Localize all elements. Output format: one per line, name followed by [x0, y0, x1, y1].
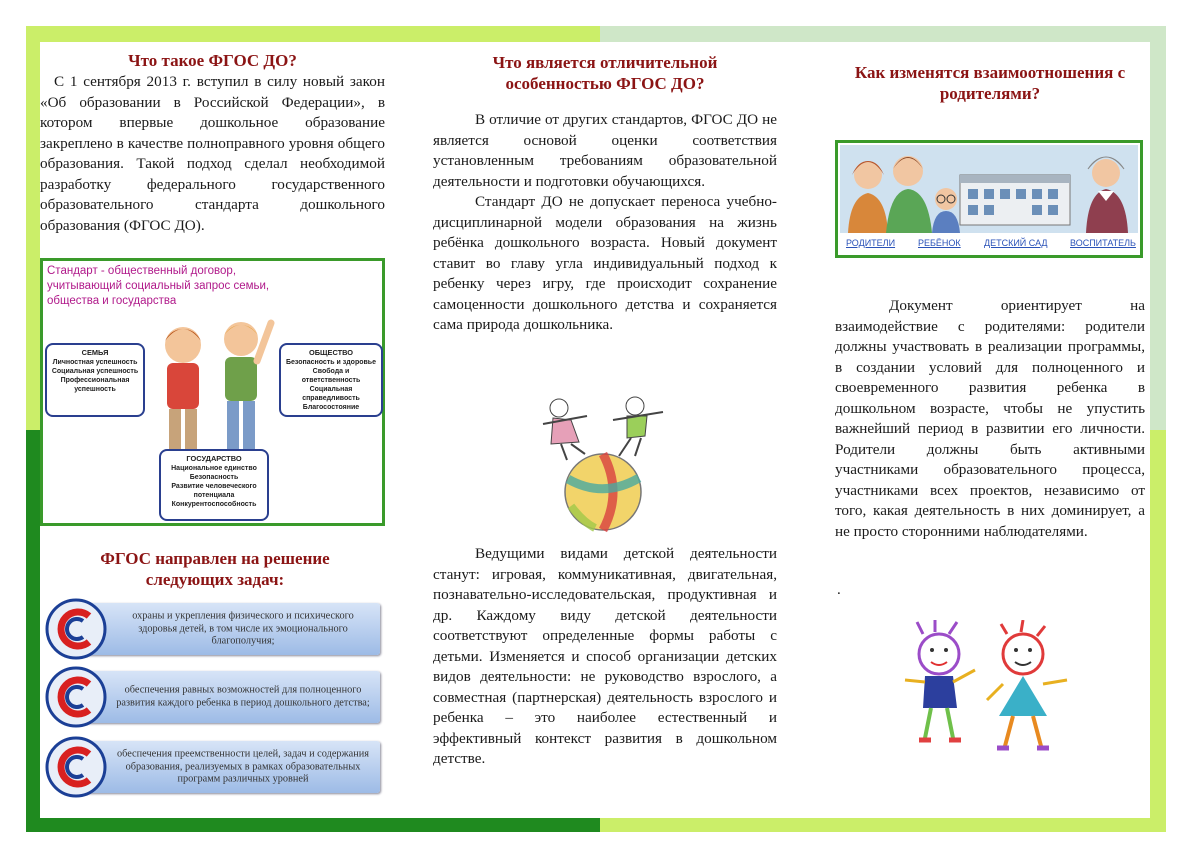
task-item [40, 736, 380, 798]
fgos-logo-icon [45, 598, 107, 660]
col2-paragraph-1: В отличие от других стандартов, ФГОС ДО не является основой оценки соответствия установленным требованиям образовательной деятельности и подготовки обучающихся. [433, 111, 777, 190]
state-item: Безопасность [189, 474, 239, 481]
col3-paragraph: Документ ориентирует на взаимодействие с родителями: родители должны участвовать в реализации программы, в создании условий для полноценного и своевременного развития ребенка в дошкольном возрасте, чтобы не упустить важнейший период в развитии его личности. Родители должны быть активными участниками образовательного процесса, участниками всех проектов, независимо от того, какая деятельность в них доминирует, а не просто сторонними наблюдателями. [835, 297, 1145, 540]
frame-right-lower [1150, 430, 1166, 832]
state-item: Конкурентоспособность [171, 501, 257, 508]
caption-kindergarten: ДЕТСКИЙ САД [984, 238, 1048, 248]
frame-left-lower [26, 430, 40, 832]
frame-bottom-right [600, 818, 1166, 832]
task-item [40, 598, 380, 660]
task-text: охраны и укрепления физического и психического здоровья детей, в том числе их эмоционального благополучия; [132, 610, 354, 647]
family-item: Социальная успешность [51, 368, 139, 375]
frame-top-right [600, 26, 1166, 42]
society-item: Благосостояние [302, 404, 360, 411]
society-item: Безопасность и здоровье [286, 359, 376, 366]
society-title: ОБЩЕСТВО [308, 348, 354, 357]
state-item: Развитие человеческого потенциала [171, 483, 257, 499]
caption-teacher: ВОСПИТАТЕЛЬ [1070, 238, 1136, 248]
family-title: СЕМЬЯ [81, 348, 109, 357]
tasks-heading: ФГОС направлен на решение следующих задач: [100, 549, 330, 589]
family-item: Личностная успешность [52, 359, 138, 366]
task-item [40, 666, 380, 728]
frame-top-left [26, 26, 600, 42]
society-item: Социальная справедливость [302, 386, 360, 402]
playing-children-drawing [895, 620, 1075, 760]
fgos-logo-icon [45, 736, 107, 798]
brochure-page [40, 42, 1150, 818]
parents-child-teacher-illustration [840, 145, 1138, 233]
col3-dot: . [837, 582, 841, 598]
column-3 [835, 42, 1145, 598]
state-bubble [159, 449, 269, 521]
col2-paragraph-2: Стандарт ДО не допускает переноса учебно-дисциплинарной модели образования на жизнь ребёнка дошкольного возраста. Новый документ ставит во главу угла индивидуальный подход к ребенку через игру, где происходит сохранение самоценности дошкольного детства и сохраняется сама природа дошкольника. [433, 193, 777, 333]
col2-paragraph-3: Ведущими видами детской деятельности станут: игровая, коммуникативная, двигательная, познавательно-исследовательская, продуктивная и др. Каждому виду детской деятельности соответствуют определенные формы работы с детьми. Изменяется и способ организации детских видов деятельности: не руководство взрослого, а совместная (партнерская) деятельность взрослого и ребенка – это наиболее естественный и эффективный контекст развития в дошкольном детстве. [433, 545, 777, 767]
standard-diagram [40, 258, 385, 526]
col2-heading: Что является отличительной особенностью ФГОС ДО? [492, 53, 718, 93]
col1-intro: С 1 сентября 2013 г. вступил в силу новый закон «Об образовании в Российской Федерации», в котором впервые дошкольное образование закреплено в качестве полноправного уровня общего образования. Такой подход сделал необходимой разработку федерального государственного образовательного стандарта дошкольного образования (ФГОС ДО). [40, 73, 385, 234]
family-item: Профессиональная успешность [60, 377, 130, 393]
family-bubble [45, 343, 145, 417]
society-bubble [279, 343, 383, 417]
column-2 [433, 42, 777, 767]
diagram-title: Стандарт - общественный договор, учитывающий социальный запрос семьи, общества и государства [47, 265, 270, 307]
caption-parents: РОДИТЕЛИ [846, 238, 896, 248]
col1-heading: Что такое ФГОС ДО? [128, 51, 297, 70]
caption-child: РЕБЁНОК [918, 238, 961, 248]
frame-right-upper [1150, 26, 1166, 430]
task-text: обеспечения равных возможностей для полноценного развития каждого ребенка в период дошкольного детства; [116, 684, 370, 708]
state-item: Национальное единство [171, 465, 257, 472]
frame-left-upper [26, 26, 40, 430]
col3-heading: Как изменятся взаимоотношения с родителями? [854, 63, 1126, 103]
family-kindergarten-picture [835, 140, 1143, 258]
state-title: ГОСУДАРСТВО [186, 454, 242, 463]
task-text: обеспечения преемственности целей, задач и содержания образования, реализуемых в рамках образовательных программ различных уровней [116, 748, 370, 785]
children-on-ball-illustration [523, 394, 683, 534]
column-1 [40, 42, 385, 785]
fgos-logo-icon [45, 666, 107, 728]
society-item: Свобода и ответственность [301, 368, 361, 384]
frame-bottom-left [26, 818, 600, 832]
